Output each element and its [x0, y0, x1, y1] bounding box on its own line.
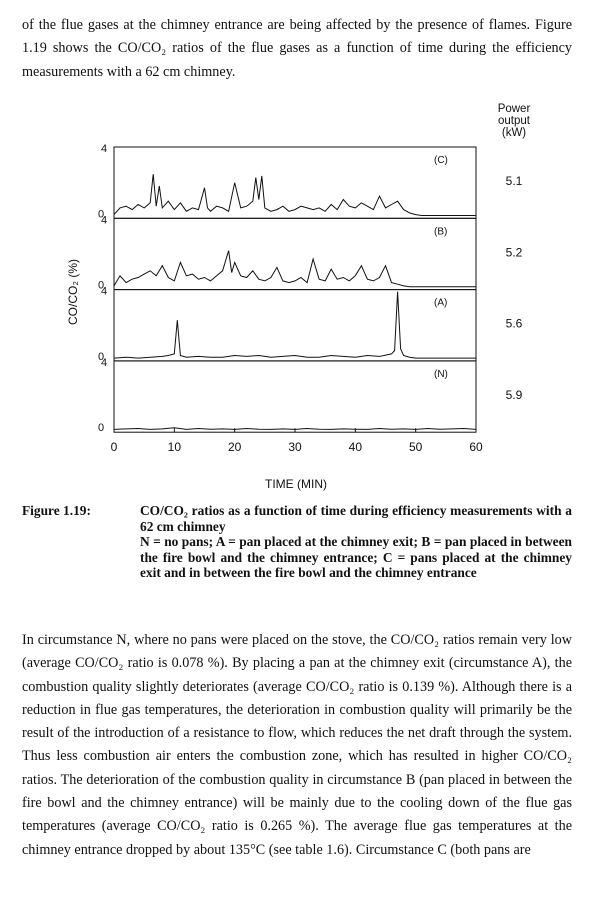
power-value-b: 5.2 — [505, 245, 523, 260]
y-tick-zero-b: 0 — [98, 279, 105, 292]
y-tick-zero-n: 0 — [98, 422, 105, 435]
panel-frame-c — [114, 147, 476, 218]
y-axis-label: CO/CO₂ (%) — [66, 259, 80, 325]
body-paragraph: In circumstance N, where no pans were placed on the stove, the CO/CO₂ ratios remain very low (average CO/CO₂ ratio is 0.078 %). By placing a pan at the chimney exit (circumstance A), the combustion quality slightly deteriorates (average CO/CO₂ ratio is 0.139 %). Although there is a reduction in flue gas temperatures, the deterioration in combustion quality will primarily be the result of the introduction of a resistance to flow, which reduces the net draft through the system. Thus less combustion air enters the combustion zone, which has resulted in higher CO/CO₂ ratios. The deterioration of the combustion quality in circumstance B (pan placed in between the fire bowl and the chimney entrance) will be mainly due to the cooling down of the flue gas temperatures (average CO/CO₂ ratio is 0.265 %). The average flue gas temperatures at the chimney entrance dropped by about 135°C (see table 1.6). Circumstance C (both pans are — [22, 632, 572, 858]
intro-paragraph: of the flue gases at the chimney entrance are being affected by the presence of flames. Figure 1.19 shows the CO/CO₂ ratios of the flue gases as a function of time during the efficiency measurements with a 62 cm chimney. — [22, 17, 572, 80]
caption-title: CO/CO₂ ratios as a function of time during efficiency measurements with a 62 cm chimney — [140, 503, 572, 534]
series-line-a — [114, 292, 476, 359]
x-tick-label-0: 0 — [110, 440, 118, 455]
power-header-line: Power — [497, 103, 531, 115]
y-tick-zero-c: 0 — [98, 208, 105, 221]
y-tick-zero-a: 0 — [98, 350, 105, 363]
y-tick-top-b: 4 — [101, 214, 108, 227]
x-tick-label-50: 50 — [408, 440, 423, 455]
series-line-b — [114, 251, 476, 287]
series-line-c — [114, 174, 476, 215]
panel-frame-b — [114, 218, 476, 289]
power-header-line: (kW) — [501, 127, 527, 139]
power-value-a: 5.6 — [505, 316, 523, 331]
chart-panels — [98, 143, 523, 434]
x-tick-label-10: 10 — [167, 440, 182, 455]
panel-label-b: (B) — [434, 226, 448, 238]
y-tick-top-n: 4 — [101, 356, 108, 369]
x-tick-label-40: 40 — [348, 440, 363, 455]
y-tick-top-a: 4 — [101, 285, 108, 298]
power-value-n: 5.9 — [505, 387, 523, 402]
panel-frame-n — [114, 361, 476, 432]
x-tick-label-60: 60 — [469, 440, 483, 455]
panel-label-c: (C) — [434, 155, 448, 166]
caption-description: N = no pans; A = pan placed at the chimney exit; B = pan placed in between the fire bowl and the chimney entrance; C = pans placed at the chimney exit and in between the fire bowl and the chimney entrance — [140, 534, 572, 580]
panel-label-n: (N) — [434, 368, 448, 380]
panel-label-a: (A) — [434, 297, 448, 309]
power-value-c: 5.1 — [505, 174, 523, 188]
x-tick-label-20: 20 — [227, 440, 242, 455]
power-output-header — [498, 103, 531, 139]
figure-caption — [140, 503, 572, 581]
x-tick-label-30: 30 — [288, 440, 302, 455]
y-tick-top-c: 4 — [101, 143, 108, 155]
x-axis-label: TIME (MIN) — [265, 477, 327, 491]
figure-caption-label: Figure 1.19: — [22, 503, 91, 518]
panel-frame-a — [114, 290, 476, 361]
power-header-line: output — [498, 115, 530, 127]
